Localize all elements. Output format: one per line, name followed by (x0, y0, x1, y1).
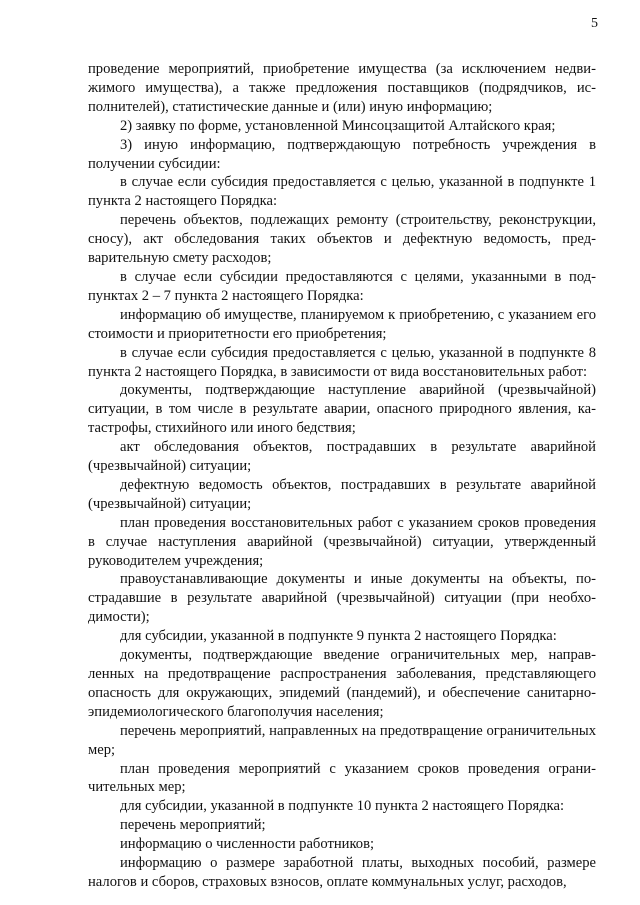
paragraph: в случае если субсидия предоставляется с целью, указанной в подпункте 8 пункта 2 настоящего Порядка, в зависимости от вида восстановительных работ: (88, 344, 596, 380)
paragraph: проведение мероприятий, приобретение имущества (за исключением недвижимого имущества), а также предложения поставщиков (подрядчиков, исполнителей), статистические данные и (или) иную информацию; (88, 61, 596, 115)
paragraph: перечень объектов, подлежащих ремонту (строительству, реконструкции, сносу), акт обследования таких объектов и дефектную ведомость, предварительную смету расходов; (88, 212, 596, 267)
paragraph: документы, подтверждающие введение ограничительных мер, направленных на предотвращение распространения заболевания, представляющего опасность для окружающих, эпидемий (пандемий), и обеспечение санитарно-эпидемиологического благополучия населения; (88, 647, 596, 720)
paragraph: план проведения восстановительных работ с указанием сроков проведения в случае наступления аварийной (чрезвычайной) ситуации, утвержденный руководителем учреждения; (88, 514, 596, 569)
paragraph: в случае если субсидии предоставляются с целями, указанными в подпунктах 2 – 7 пункта 2 настоящего Порядка: (88, 268, 596, 304)
paragraph: 2) заявку по форме, установленной Минсоцзащитой Алтайского края; (120, 117, 556, 134)
paragraph: информацию о численности работников; (120, 836, 375, 853)
document-body (88, 60, 596, 892)
paragraph: информацию об имуществе, планируемом к приобретению, с указанием его стоимости и приоритетности его приобретения; (88, 306, 596, 342)
paragraph: для субсидии, указанной в подпункте 9 пункта 2 настоящего Порядка: (120, 628, 557, 645)
paragraph: дефектную ведомость объектов, пострадавших в результате аварийной (чрезвычайной) ситуации; (88, 476, 596, 512)
paragraph: для субсидии, указанной в подпункте 10 пункта 2 настоящего Порядка: (120, 798, 565, 815)
paragraph: информацию о размере заработной платы, выходных пособий, размере налогов и сборов, страховых взносов, оплате коммунальных услуг, расходов, (88, 855, 596, 890)
paragraph: правоустанавливающие документы и иные документы на объекты, пострадавшие в результате аварийной (чрезвычайной) ситуации (при необходимости); (88, 571, 596, 626)
paragraph: акт обследования объектов, пострадавших в результате аварийной (чрезвычайной) ситуации; (88, 439, 596, 475)
paragraph: в случае если субсидия предоставляется с целью, указанной в подпункте 1 пункта 2 настоящего Порядка: (88, 174, 596, 210)
page-number: 5 (591, 16, 598, 31)
paragraph: перечень мероприятий; (120, 817, 266, 834)
paragraph: план проведения мероприятий с указанием сроков проведения ограничительных мер; (88, 760, 596, 796)
paragraph: документы, подтверждающие наступление аварийной (чрезвычайной) ситуации, в том числе в результате аварии, опасного природного явления, катастрофы, стихийного или иного бедствия; (88, 382, 596, 437)
paragraph: перечень мероприятий, направленных на предотвращение ограничительных мер; (88, 722, 596, 758)
paragraph: 3) иную информацию, подтверждающую потребность учреждения в получении субсидии: (88, 136, 596, 172)
